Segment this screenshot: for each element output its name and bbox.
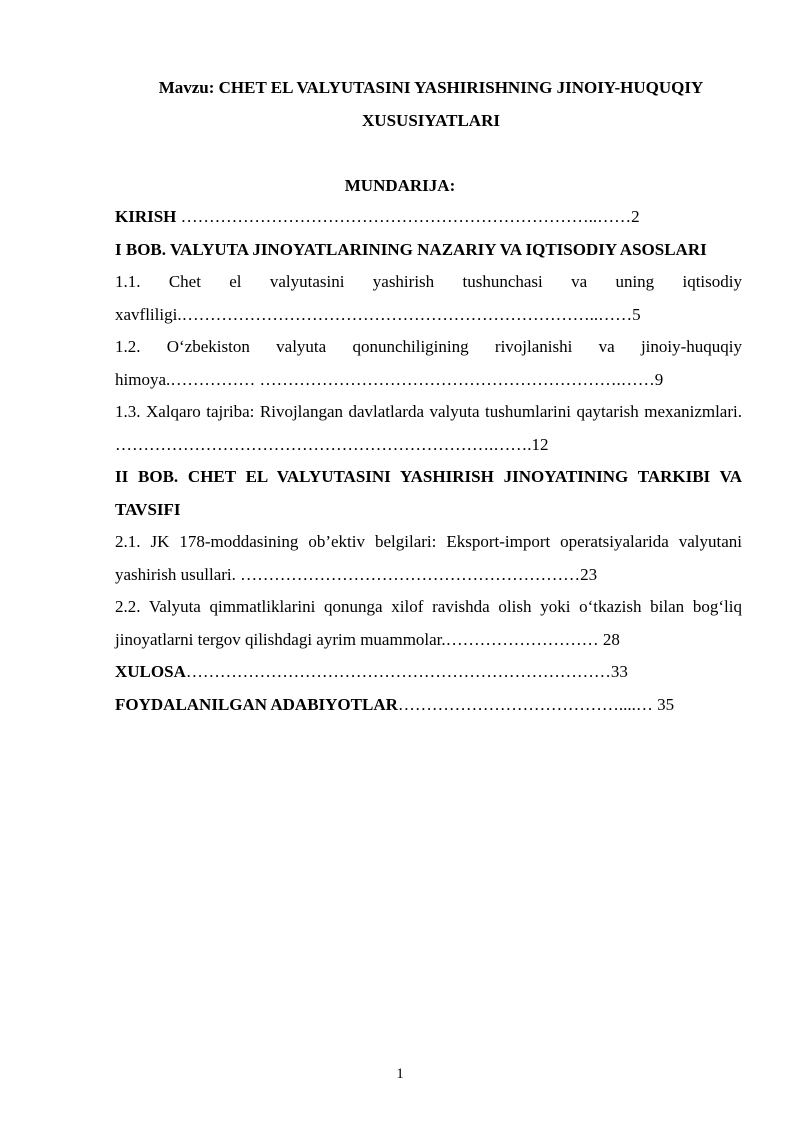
toc-entry-intro-label: KIRISH (115, 207, 177, 226)
toc-entry-2-2: 2.2. Valyuta qimmatliklarini qonunga xilof ravishda olish yoki o‘tkazish bilan bog‘liq jinoyatlarni tergov qilishdagi ayrim muammolar.……………………… 28 (115, 597, 742, 649)
toc-chapter-1: I BOB. VALYUTA JINOYATLARINING NAZARIY VA IQTISODIY ASOSLARI (115, 239, 707, 259)
toc-entry-1-2: 1.2. O‘zbekiston valyuta qonunchiligining rivojlanishi va jinoiy-huquqiy himoya.…………… ……………………………………………………….……9 (115, 337, 742, 389)
document-title (100, 78, 762, 131)
toc-entry-intro-leader: ………………………………………………………………..……2 (176, 207, 640, 226)
toc-entry-references-label: FOYDALANILGAN ADABIYOTLAR (115, 694, 398, 714)
contents-heading: MUNDARIJA: (344, 176, 456, 195)
toc-entry-intro (115, 201, 742, 234)
toc-entry-1-1: 1.1. Chet el valyutasini yashirish tushunchasi va uning iqtisodiy xavfliligi.………………………………………………………………..……5 (115, 272, 742, 324)
page-number: 1 (396, 1066, 404, 1082)
toc-entry-conclusion-label: XULOSA (115, 662, 186, 681)
toc-entry-2-1: 2.1. JK 178-moddasining ob’ektiv belgilari: Eksport-import operatsiyalarida valyutani yashirish usullari. ……………………………………………………23 (115, 532, 742, 584)
table-of-contents (115, 201, 742, 721)
toc-entry-1-3: 1.3. Xalqaro tajriba: Rivojlangan davlatlarda valyuta tushumlarini qaytarish mexanizmlari. ………………………………………………………….…….12 (115, 402, 742, 454)
toc-chapter-2: II BOB. CHET EL VALYUTASINI YASHIRISH JINOYATINING TARKIBI VA TAVSIFI (115, 467, 742, 519)
toc-entry-conclusion (115, 656, 742, 689)
title-line-1: Mavzu: CHET EL VALYUTASINI YASHIRISHNING JINOIY-HUQUQIY (158, 78, 704, 97)
toc-entry-conclusion-leader: …………………………………………………………………33 (185, 662, 628, 681)
toc-entry-references-leader: …………………………………....… 35 (397, 694, 675, 714)
toc-entry-references (115, 689, 742, 722)
title-line-2: XUSUSIYATLARI (362, 111, 500, 130)
